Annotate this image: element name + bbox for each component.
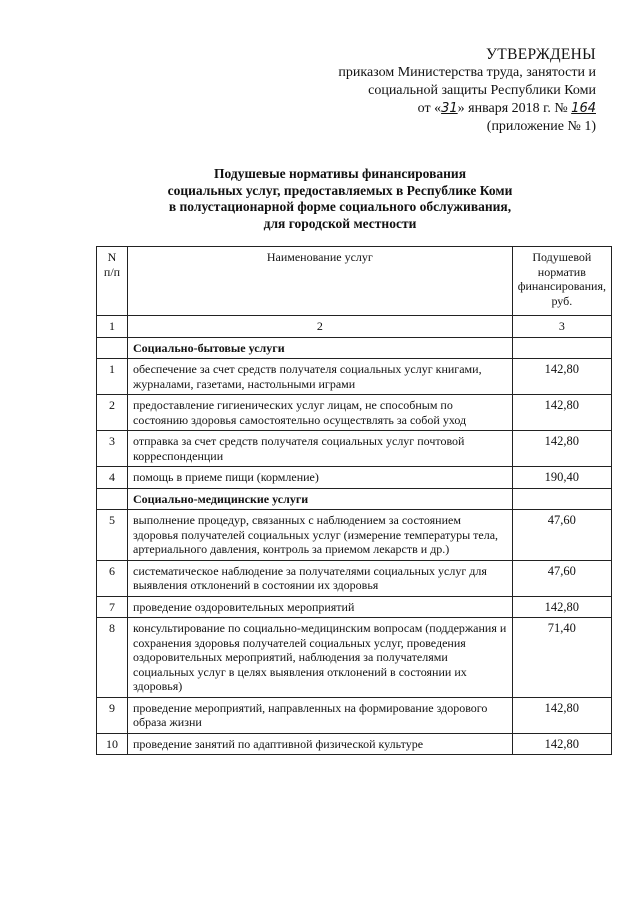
section-row xyxy=(97,488,612,510)
table-row xyxy=(97,510,612,561)
approval-block xyxy=(338,46,596,136)
approval-ministry-line: социальной защиты Республики Коми xyxy=(368,83,596,98)
row-number: 2 xyxy=(97,395,128,431)
norms-table xyxy=(96,246,612,755)
title-line-3: в полустационарной форме социального обслуживания, xyxy=(168,199,512,214)
table-row xyxy=(97,733,612,755)
norm-value: 142,80 xyxy=(512,395,611,431)
title-line-2: социальных услуг, предоставляемых в Республике Коми xyxy=(167,182,513,198)
service-name: консультирование по социально-медицинским вопросам (поддержания и сохранения здоровья получателей социальных услуг, проведения оздоровительных мероприятий, наблюдения за получателями социальных услуг в целях выявления отклонений в состоянии их здоровья) xyxy=(128,618,513,698)
date-day: 31 xyxy=(441,101,458,116)
norm-value: 142,80 xyxy=(512,733,611,755)
header-name: Наименование услуг xyxy=(128,247,513,316)
row-number: 4 xyxy=(97,467,128,489)
row-number: 10 xyxy=(97,733,128,755)
table-header-row xyxy=(97,247,612,316)
section-title: Социально-медицинские услуги xyxy=(128,488,513,510)
table-row xyxy=(97,467,612,489)
norm-value: 142,80 xyxy=(512,359,611,395)
norm-value: 71,40 xyxy=(512,618,611,698)
header-norm: Подушевой норматив финансирования, руб. xyxy=(512,247,611,316)
service-name: предоставление гигиенических услуг лицам, не способным по состоянию здоровья самостоятельно осуществлять за собой уход xyxy=(128,395,513,431)
table-row xyxy=(97,560,612,596)
approval-order-line: приказом Министерства труда, занятости и xyxy=(338,65,596,80)
section-row xyxy=(97,337,612,359)
table-row xyxy=(97,596,612,618)
norm-value: 47,60 xyxy=(512,510,611,561)
row-number: 6 xyxy=(97,560,128,596)
norm-value: 142,80 xyxy=(512,697,611,733)
table-row xyxy=(97,618,612,698)
row-number: 5 xyxy=(97,510,128,561)
norm-value: 190,40 xyxy=(512,467,611,489)
appendix-label: (приложение № 1) xyxy=(486,119,596,134)
index-cell: 2 xyxy=(128,316,513,338)
group-social-household xyxy=(97,359,612,489)
title-line-1: Подушевые нормативы финансирования xyxy=(214,166,466,181)
header-num: N п/п xyxy=(97,247,128,316)
row-number: 7 xyxy=(97,596,128,618)
approval-heading: УТВЕРЖДЕНЫ xyxy=(486,46,596,63)
date-suffix: » января 2018 г. № xyxy=(457,101,568,116)
table-row xyxy=(97,431,612,467)
service-name: отправка за счет средств получателя социальных услуг почтовой корреспонденции xyxy=(128,431,513,467)
service-name: систематическое наблюдение за получателями социальных услуг для выявления отклонений в состоянии их здоровья xyxy=(128,560,513,596)
column-index-row xyxy=(97,316,612,338)
section-title: Социально-бытовые услуги xyxy=(128,337,513,359)
row-number: 8 xyxy=(97,618,128,698)
service-name: помощь в приеме пищи (кормление) xyxy=(128,467,513,489)
table-row xyxy=(97,395,612,431)
table-row xyxy=(97,359,612,395)
row-number: 9 xyxy=(97,697,128,733)
service-name: проведение мероприятий, направленных на формирование здорового образа жизни xyxy=(128,697,513,733)
group-social-medical xyxy=(97,510,612,755)
norm-value: 142,80 xyxy=(512,431,611,467)
approval-date-line xyxy=(338,100,596,118)
service-name: проведение оздоровительных мероприятий xyxy=(128,596,513,618)
row-number: 3 xyxy=(97,431,128,467)
service-name: выполнение процедур, связанных с наблюдением за состоянием здоровья получателей социальных услуг (измерение температуры тела, артериального давления, контроль за приемом лекарств и др.) xyxy=(128,510,513,561)
service-name: проведение занятий по адаптивной физической культуре xyxy=(128,733,513,755)
index-cell: 3 xyxy=(512,316,611,338)
index-cell: 1 xyxy=(97,316,128,338)
norm-value: 142,80 xyxy=(512,596,611,618)
table-row xyxy=(97,697,612,733)
document-title xyxy=(60,166,620,232)
norm-value: 47,60 xyxy=(512,560,611,596)
date-prefix: от « xyxy=(417,101,442,116)
row-number: 1 xyxy=(97,359,128,395)
service-name: обеспечение за счет средств получателя социальных услуг книгами, журналами, газетами, настольными играми xyxy=(128,359,513,395)
title-line-4: для городской местности xyxy=(263,215,417,231)
order-number: 164 xyxy=(571,101,596,116)
